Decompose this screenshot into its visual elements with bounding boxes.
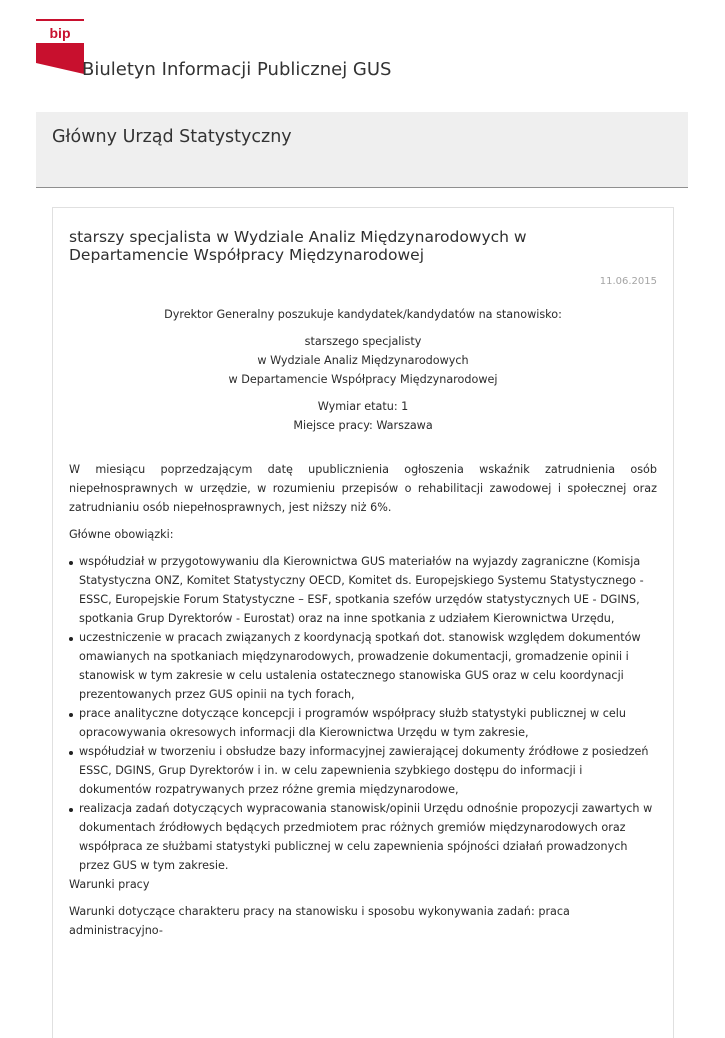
article-card [52,207,674,1038]
position-line: w Departamencie Współpracy Międzynarodowej [228,373,498,386]
conditions-heading: Warunki pracy [69,878,150,891]
organization-banner [36,112,688,188]
position-block [69,332,657,389]
list-item: współudział w tworzeniu i obsłudze bazy informacyjnej zawierającej dokumenty źródłowe z posiedzeń ESSC, DGINS, Grup Dyrektorów i in. w celu zapewnienia szybkiego dostępu do informacji i dokumentów rozpatrywanych przez różne gremia międzynarodowe, [69,742,657,799]
position-line: w Wydziale Analiz Międzynarodowych [257,354,469,367]
employment-info: Wymiar etatu: 1 [317,400,409,413]
bullet-icon [69,713,73,717]
bullet-icon [69,808,73,812]
position-line: starszego specjalisty [304,335,422,348]
bullet-icon [69,751,73,755]
bullet-icon [69,561,73,565]
site-title[interactable]: Biuletyn Informacji Publicznej GUS [82,59,392,80]
article-body [69,305,657,948]
bullet-icon [69,637,73,641]
conditions-text: Warunki dotyczące charakteru pracy na stanowisku i sposobu wykonywania zadań: praca administracyjno- [69,905,570,937]
bip-logo-text: bip [49,25,71,41]
article-date: 11.06.2015 [599,276,657,287]
list-item: prace analityczne dotyczące koncepcji i programów współpracy służb statystyki publicznej w celu opracowywania okresowych informacji dla Kierownictwa Urzędu w tym zakresie, [69,704,657,742]
list-item: uczestniczenie w pracach związanych z koordynacją spotkań dot. stanowisk względem dokumentów omawianych na spotkaniach międzynarodowych, prowadzenie dokumentacji, gromadzenie opinii i stanowisk w tym zakresie w celu ustalenia ostatecznego stanowiska GUS oraz w celu koordynacji prezentowanych przez GUS opinii na tych forach, [69,628,657,704]
duties-heading: Główne obowiązki: [69,528,174,541]
bip-logo[interactable] [36,19,84,74]
location-info: Miejsce pracy: Warszawa [293,419,433,432]
disability-note: W miesiącu poprzedzającym datę upublicznienia ogłoszenia wskaźnik zatrudnienia osób niepełnosprawnych w urzędzie, w rozumieniu przepisów o rehabilitacji zawodowej i społecznej oraz zatrudnianiu osób niepełnosprawnych, jest niższy niż 6%. [69,463,657,514]
organization-name[interactable]: Główny Urząd Statystyczny [52,127,292,147]
list-item: współudział w przygotowywaniu dla Kierownictwa GUS materiałów na wyjazdy zagraniczne (Komisja Statystyczna ONZ, Komitet Statystyczny OECD, Komitet ds. Europejskiego Systemu Statystycznego - ESSC, Europejskie Forum Statystyczne – ESF, spotkania szefów urzędów statystycznych UE - DGINS, spotkania Grup Dyrektorów - Eurostat) oraz na inne spotkania z udziałem Kierownictwa Urzędu, [69,552,657,628]
list-item: realizacja zadań dotyczących wypracowania stanowisk/opinii Urzędu odnośnie propozycji zawartych w dokumentach źródłowych będących przedmiotem prac różnych gremiów międzynarodowych oraz współpraca ze służbami statystyki publicznej w celu zapewnienia spójności działań prowadzonych przez GUS w tym zakresie. [69,799,657,875]
intro-text: Dyrektor Generalny poszukuje kandydatek/kandydatów na stanowisko: [164,308,562,321]
article-title: starszy specjalista w Wydziale Analiz Międzynarodowych w Departamencie Współpracy Międzynarodowej [69,228,527,264]
employment-block [69,397,657,435]
duties-list [69,552,657,875]
